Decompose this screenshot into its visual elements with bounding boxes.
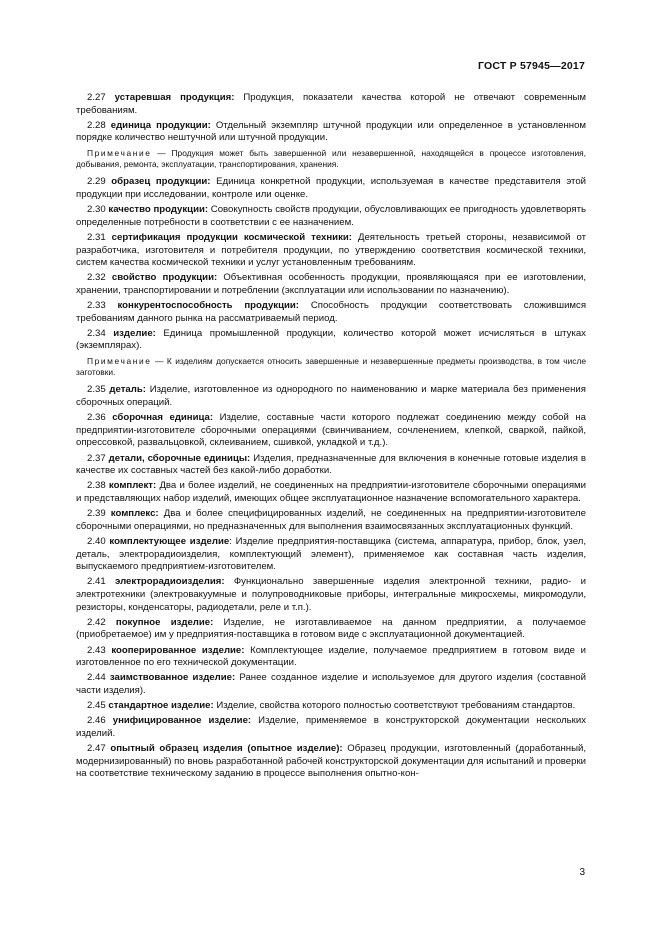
term-entry xyxy=(76,232,586,270)
entry-definition: Объективная особенность продукции, проявляющаяся при ее изготовлении, хранении, транспортировании и потреблении (эксплуатации или использовании по назначению). xyxy=(76,272,586,296)
term-entry xyxy=(76,672,586,697)
entry-definition: Ранее созданное изделие и используемое для другого изделия (составной части изделия). xyxy=(76,672,586,696)
entry-definition: Два и более специфицированных изделий, не соединенных на предприятии-изготовителе сборочными операциями, но предназначенных для выполнения взаимосвязанных эксплуатационных функций. xyxy=(76,508,586,532)
entry-definition: Изделие, применяемое в конструкторской документации нескольких изделий. xyxy=(76,715,587,739)
term-entry xyxy=(76,384,586,409)
term-entry xyxy=(76,92,586,117)
entry-definition: Единица промышленной продукции, количество которой может исчисляться в штуках (экземплярах). xyxy=(76,327,586,352)
term-entry xyxy=(76,617,586,642)
entry-number: 2.30 xyxy=(87,204,106,216)
entry-term: образец продукции: xyxy=(111,176,211,188)
note-text: К изделиям допускается относить завершенные и незавершенные предметы производства, в том числе заготовки. xyxy=(76,356,586,378)
term-entry xyxy=(76,204,586,229)
entry-number: 2.44 xyxy=(87,672,106,684)
page-number: 3 xyxy=(579,867,585,878)
entry-definition: Отдельный экземпляр штучной продукции или определенное в установленном порядке количество нештучной или штучной продукции. xyxy=(76,119,587,144)
entry-term: сборочная единица: xyxy=(112,412,214,424)
entry-definition: Способность продукции соответствовать сложившимся требованиям данного рынка на рассматриваемый период. xyxy=(76,300,587,324)
entry-number: 2.47 xyxy=(87,743,106,755)
note-label: Примечание xyxy=(87,147,152,158)
entry-term: сертификация продукции космической техники: xyxy=(111,231,352,243)
entry-number: 2.35 xyxy=(87,384,106,396)
term-entry xyxy=(76,176,586,201)
entry-definition: : Изделие предприятия-поставщика (система, аппаратура, прибор, блок, узел, деталь, электрорадиоизделия, комплектующий элемент), применяемое как составная часть изделия, выпускаемого предприятием-изготовителем. xyxy=(76,535,586,573)
note-paragraph: Примечание — К изделиям допускается относить завершенные и незавершенные предметы производства, в том числе заготовки. xyxy=(76,356,586,378)
entry-number: 2.34 xyxy=(87,327,106,339)
entry-number: 2.27 xyxy=(87,92,106,103)
entry-number: 2.38 xyxy=(87,480,106,492)
entry-definition: Изделия, предназначенные для включения в конечные готовые изделия в качестве их составных частей без какой-либо доработки. xyxy=(76,452,587,477)
entry-definition: Деятельность третьей стороны, независимой от разработчика, изготовителя и потребителя продукции, по утверждению соответствия космической техники, систем качества космической техники и услуг установленным требованиям. xyxy=(76,231,586,269)
entry-definition: Изделие, изготовленное из однородного по наименованию и марке материала без применения сборочных операций. xyxy=(76,384,586,409)
document-header-id: ГОСТ Р 57945—2017 xyxy=(477,60,585,72)
entry-term: качество продукции: xyxy=(108,204,209,216)
note-paragraph: Примечание — Продукция может быть завершенной или незавершенной, находящейся в процессе изготовления, добывания, ремонта, эксплуатации, транспортирования, хранения. xyxy=(76,147,586,170)
entry-term: унифицированное изделие: xyxy=(112,715,252,727)
entry-number: 2.28 xyxy=(87,119,106,131)
entry-definition: Изделие, свойства которого полностью соответствуют требованиям стандартов. xyxy=(216,700,576,712)
term-entry xyxy=(76,453,586,478)
entry-number: 2.37 xyxy=(87,452,106,464)
entry-number: 2.40 xyxy=(87,535,106,547)
note-label: Примечание xyxy=(87,356,152,367)
term-entry xyxy=(76,508,586,533)
entry-definition: Функционально завершенные изделия электронной техники, радио- и электротехники (электровакуумные и полупроводниковые приборы, интегральные микросхемы, микромодули, резисторы, конденсаторы, радиодетали, реле и т.п.). xyxy=(76,576,586,613)
term-entry xyxy=(76,328,586,353)
entry-term: устаревшая продукция: xyxy=(114,92,235,103)
entry-number: 2.46 xyxy=(87,715,106,727)
term-entry xyxy=(76,300,586,325)
entry-number: 2.41 xyxy=(87,576,106,588)
entry-definition: Два и более изделий, не соединенных на предприятии-изготовителе сборочными операциями и представляющих набор изделий, имеющих общее эксплуатационное назначение вспомогательного характера. xyxy=(76,480,586,504)
entry-definition: Изделие, не изготавливаемое на данном предприятии, а получаемое (приобретаемое) им у предприятия-поставщика в готовом виде с эксплуатационной документацией. xyxy=(76,616,587,641)
entry-term: детали, сборочные единицы: xyxy=(108,452,251,464)
document-body xyxy=(76,92,586,783)
term-entry xyxy=(76,412,586,450)
entry-term: покупное изделие: xyxy=(115,616,214,628)
term-entry xyxy=(76,576,586,614)
term-entry xyxy=(76,715,586,740)
entry-number: 2.29 xyxy=(87,176,106,188)
entry-term: комплект: xyxy=(108,480,157,492)
entry-number: 2.45 xyxy=(87,700,106,712)
entry-term: единица продукции: xyxy=(110,119,211,131)
entry-term: электрорадиоизделия: xyxy=(115,576,225,588)
term-entry xyxy=(76,700,586,713)
entry-number: 2.39 xyxy=(87,508,106,520)
entry-term: заимствованное изделие: xyxy=(109,672,236,684)
term-entry xyxy=(76,536,586,574)
term-entry xyxy=(76,645,586,670)
entry-number: 2.42 xyxy=(87,616,106,628)
entry-term: деталь: xyxy=(109,384,146,396)
term-entry xyxy=(76,480,586,505)
entry-definition: Комплектующее изделие, получаемое предприятием в готовом виде и изготовленное по его технической документации. xyxy=(76,644,587,669)
note-text: Продукция может быть завершенной или незавершенной, находящейся в процессе изготовления, добывания, ремонта, эксплуатации, транспортирования, хранения. xyxy=(76,147,586,170)
entry-number: 2.33 xyxy=(87,300,106,312)
entry-term: конкурентоспособность продукции: xyxy=(117,300,300,312)
entry-term: изделие: xyxy=(113,327,156,339)
entry-definition: Продукция, показатели качества которой не отвечают современным требованиям. xyxy=(76,92,587,116)
entry-number: 2.31 xyxy=(87,231,106,243)
entry-definition: Образец продукции, изготовленный (доработанный, модернизированный) по вновь разработанной рабочей конструкторской документации для испытаний и проверки на соответствие техническому заданию в процессе выполнения опытно-кон- xyxy=(76,743,586,780)
entry-definition: Совокупность свойств продукции, обусловливающих ее пригодность удовлетворять определенные потребности в соответствии с ее назначением. xyxy=(76,204,587,228)
entry-number: 2.43 xyxy=(87,644,106,656)
entry-term: опытный образец изделия (опытное изделие): xyxy=(110,743,343,755)
entry-term: стандартное изделие: xyxy=(108,700,214,712)
term-entry xyxy=(76,272,586,297)
entry-term: кооперированное изделие: xyxy=(111,644,245,656)
entry-number: 2.36 xyxy=(87,412,106,424)
entry-definition: Изделие, составные части которого подлежат соединению между собой на предприятии-изготовителе сборочными операциями (свинчиванием, сочленением, клепкой, сваркой, пайкой, опрессовкой, развальцовкой, склеиванием, сшивкой, укладкой и т.д.). xyxy=(76,412,586,449)
term-entry xyxy=(76,743,586,781)
entry-term: свойство продукции: xyxy=(111,272,218,284)
entry-term: комплекс: xyxy=(110,508,159,520)
entry-term: комплектующее изделие xyxy=(109,535,230,547)
entry-number: 2.32 xyxy=(87,272,106,284)
term-entry xyxy=(76,120,586,145)
entry-definition: Единица конкретной продукции, используемая в качестве представителя этой продукции при исследовании, контроле или оценке. xyxy=(76,176,587,200)
